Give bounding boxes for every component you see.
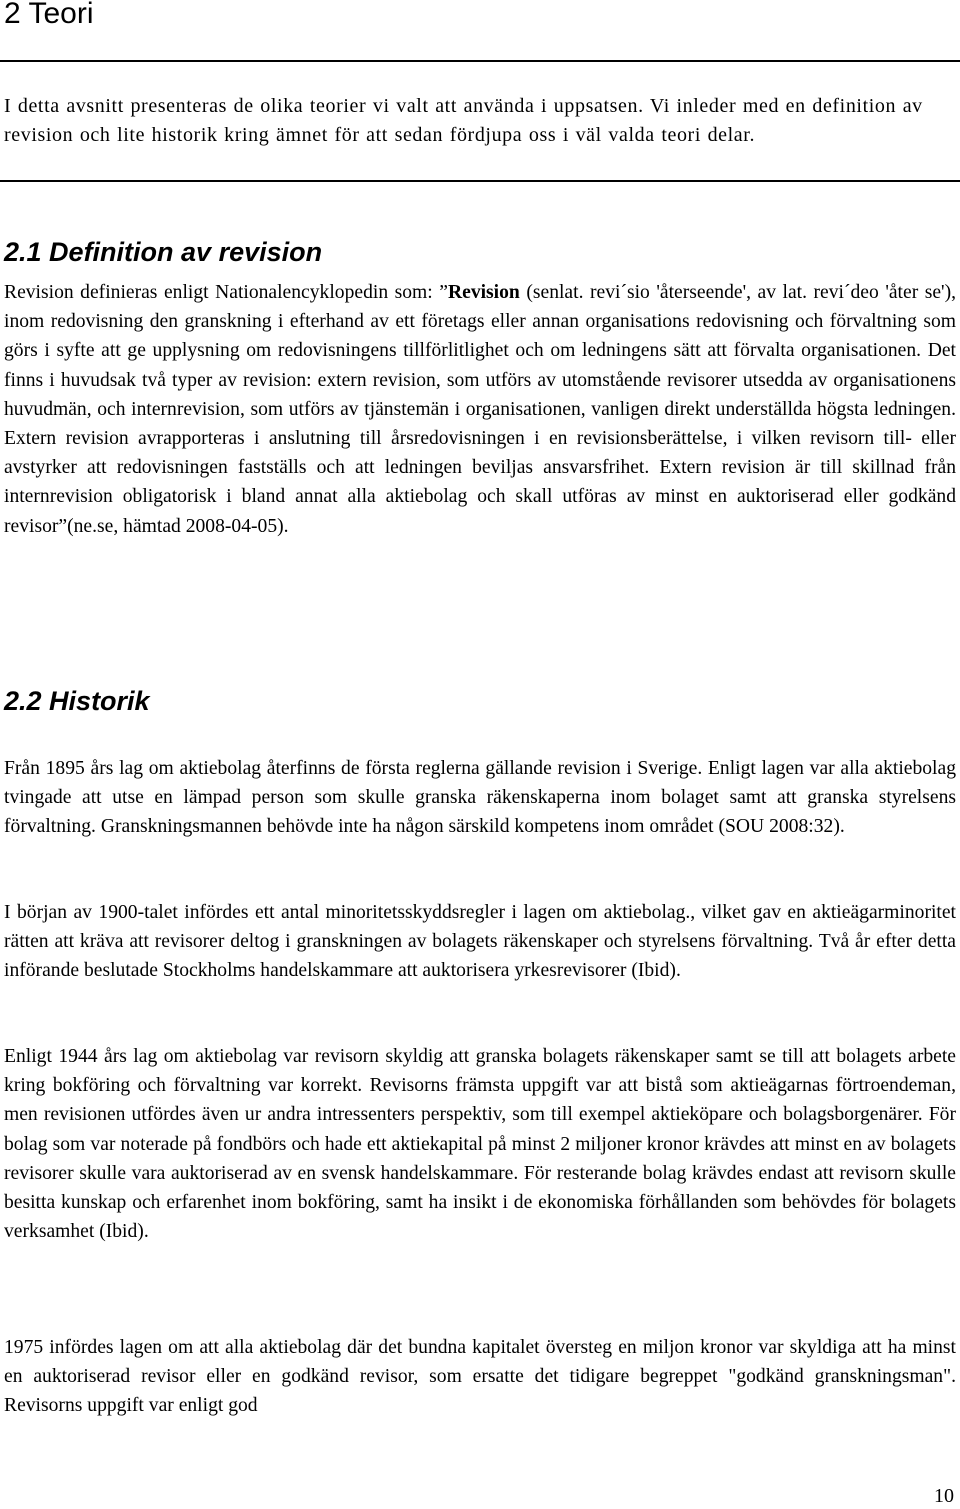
section-title: Definition av revision [41, 237, 323, 267]
section-number: 2.2 [4, 686, 42, 716]
section-number: 2.1 [4, 237, 42, 267]
historik-paragraph-2: I början av 1900-talet infördes ett antal minoritetsskyddsregler i lagen om aktiebolag., vilket gav en aktieägarminoritet rätten att kräva att revisorer deltog i granskningen av bolagets räkenskaper och styrelsens förvaltning. Två år efter detta införande beslutade Stockholms handelskammare att auktorisera yrkesrevisorer (Ibid). [4, 902, 956, 982]
intro-divider [0, 180, 960, 182]
top-divider [0, 60, 960, 62]
section-heading-definition [4, 235, 322, 269]
page-number: 10 [934, 1485, 954, 1507]
section-title: Historik [41, 686, 150, 716]
definition-lead: Revision definieras enligt Nationalencyklopedin som: ” [4, 282, 448, 303]
definition-term: Revision [447, 282, 520, 303]
definition-paragraph [4, 278, 956, 541]
definition-body: (senlat. revi´sio 'återseende', av lat. revi´deo 'åter se'), inom redovisning den granskning i efterhand av ett företags eller annan organisations redovisning och förvaltning som görs i syfte att ge upplysning om redovisningens tillförlitlighet och om ledningens sätt att förvalta organisationen. Det finns i huvudsak två typer av revision: extern revision, som utförs av utomstående revisorer utsedda av organisationens huvudmän, och internrevision, som utförs av tjänstemän i organisationen, vanligen direkt underställda högsta ledningen. Extern revision avrapporteras i anslutning till årsredovisningen i en revisionsberättelse, i vilken revisorn till- eller avstyrker att redovisningen fastställs och att ledningen beviljas ansvarsfrihet. Extern revision är till skillnad från internrevision obligatorisk i bland annat alla aktiebolag och skall utföras av minst en auktoriserad eller godkänd revisor”(ne.se, hämtad 2008-04-05). [4, 282, 957, 537]
historik-paragraph-3: Enligt 1944 års lag om aktiebolag var revisorn skyldig att granska bolagets räkenskaper samt se till att bolagets arbete kring bokföring och förvaltning var korrekt. Revisorns främsta uppgift var att bistå som aktieägarnas förtroendeman, men revisionen utfördes även ur andra intressenters perspektiv, som till exempel aktieköpare och bolagsborgenärer. För bolag som var noterade på fondbörs och hade ett aktiekapital på minst 2 miljoner kronor krävdes att minst en av bolagets revisorer skulle vara auktoriserad av en svensk handelskammare. För resterande bolag krävdes endast att revisorn skulle besitta kunskap och erfarenhet inom bokföring, samt ha insikt i de ekonomiska förhållanden som behövdes för bolagets verksamhet (Ibid). [4, 1046, 956, 1243]
intro-paragraph: I detta avsnitt presenteras de olika teorier vi valt att använda i uppsatsen. Vi inleder med en definition av revision och lite historik kring ämnet för att sedan fördjupa oss i väl valda teori delar. [4, 95, 923, 146]
chapter-title: 2 Teori [4, 0, 94, 30]
historik-paragraph-4: 1975 infördes lagen om att alla aktiebolag där det bundna kapitalet översteg en miljon kronor var skyldiga att ha minst en auktoriserad revisor eller en godkänd revisor, som ersatte det tidigare begreppet "godkänd granskningsman". Revisorns uppgift var enligt god [4, 1337, 956, 1417]
section-heading-historik [4, 684, 150, 718]
historik-paragraph-1: Från 1895 års lag om aktiebolag återfinns de första reglerna gällande revision i Sverige. Enligt lagen var alla aktiebolag tvingade att utse en lämpad person som skulle granska räkenskaperna inom bolaget samt att granska styrelsens förvaltning. Granskningsmannen behövde inte ha någon särskild kompetens inom området (SOU 2008:32). [4, 758, 956, 838]
